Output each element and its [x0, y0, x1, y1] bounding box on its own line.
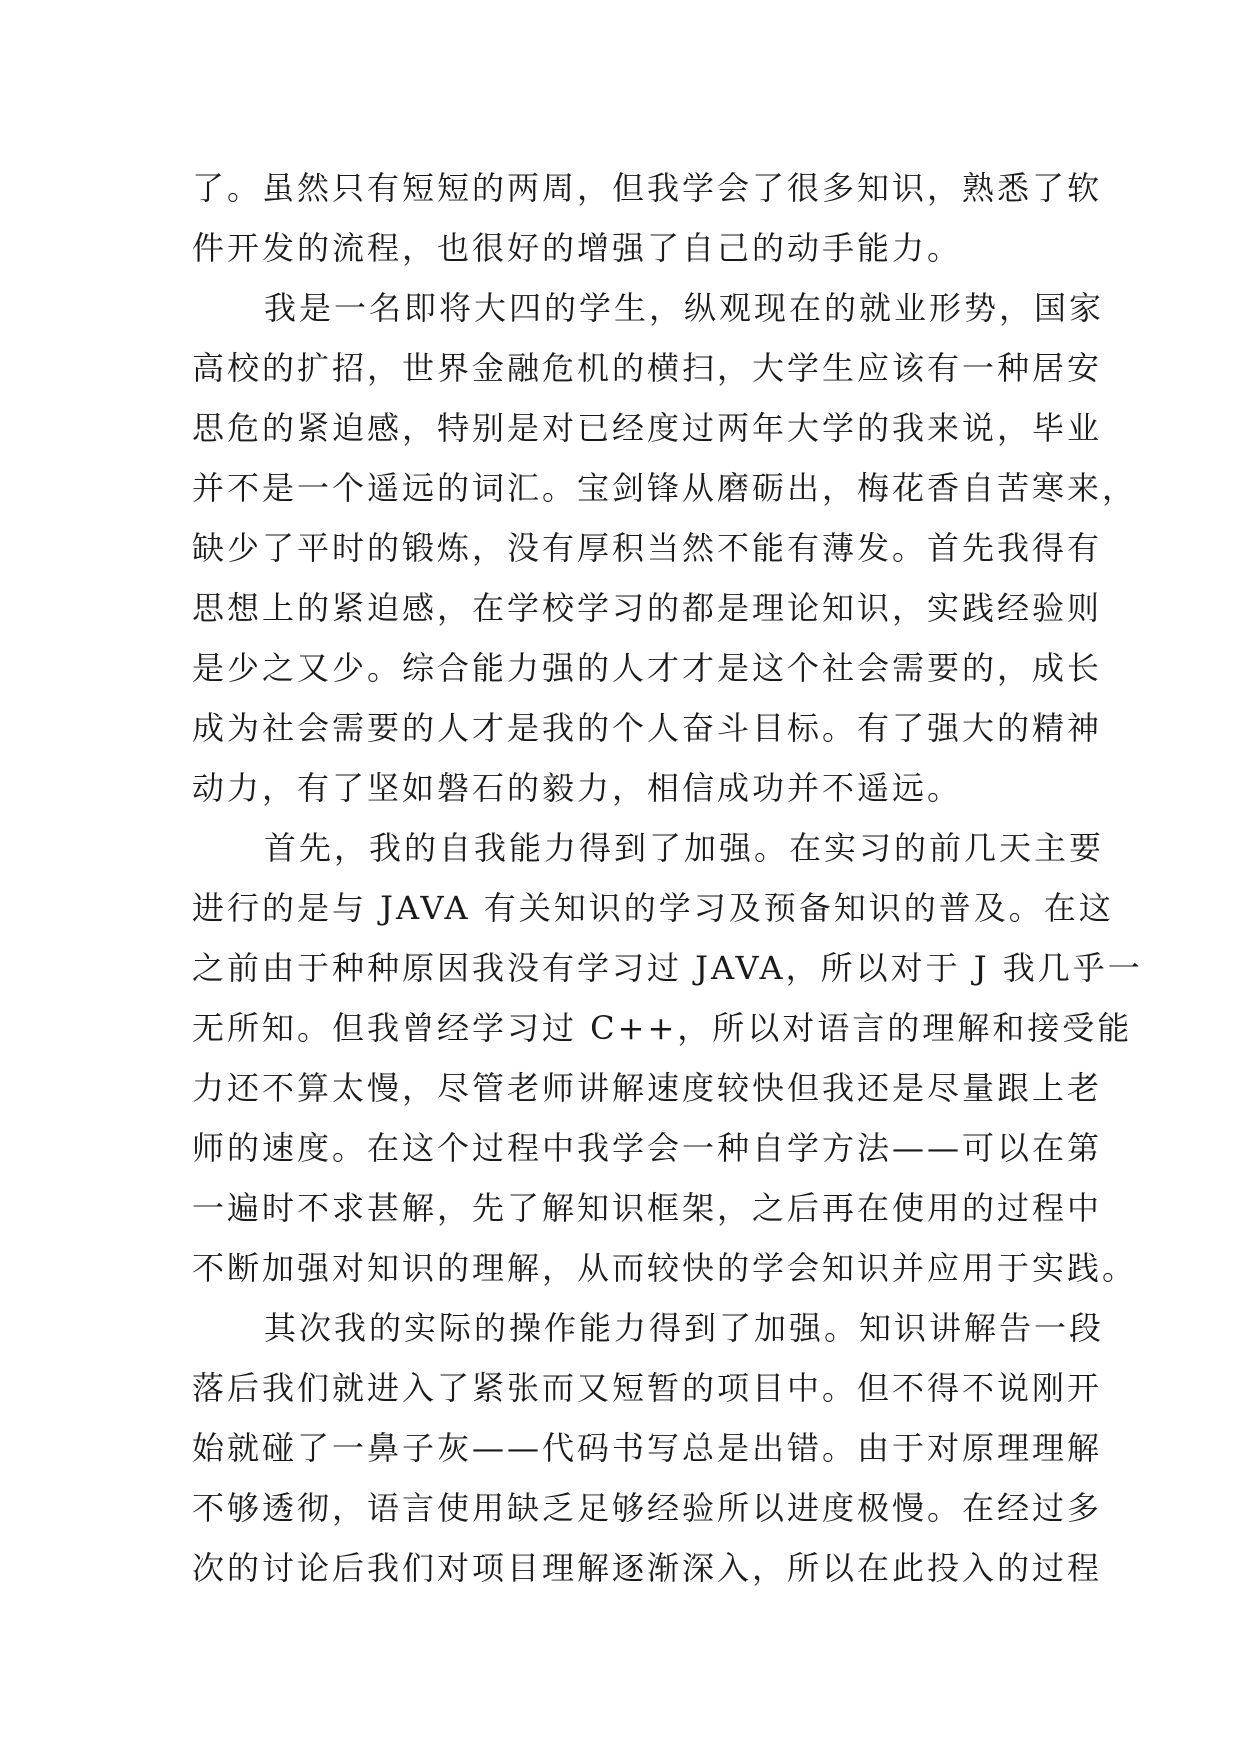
text-line: 缺少了平时的锻炼，没有厚积当然不能有薄发。首先我得有 [192, 529, 1103, 567]
paragraph [192, 818, 1143, 1298]
paragraph [192, 1298, 1105, 1598]
text-line: 进行的是与 JAVA 有关知识的学习及预备知识的普及。在这 [192, 889, 1114, 927]
paragraph [192, 278, 1138, 818]
text-line: 高校的扩招，世界金融危机的横扫，大学生应该有一种居安 [192, 349, 1103, 387]
text-line: 一遍时不求甚解，先了解知识框架，之后再在使用的过程中 [192, 1189, 1103, 1227]
text-line: 力还不算太慢，尽管老师讲解速度较快但我还是尽量跟上老 [192, 1069, 1103, 1107]
text-line: 思想上的紧迫感，在学校学习的都是理论知识，实践经验则 [192, 589, 1103, 627]
text-line: 不够透彻，语言使用缺乏足够经验所以进度极慢。在经过多 [192, 1489, 1103, 1527]
text-line: 是少之又少。综合能力强的人才才是这个社会需要的，成长 [192, 649, 1103, 687]
text-line: 不断加强对知识的理解，从而较快的学会知识并应用于实践。 [192, 1249, 1138, 1287]
text-line: 思危的紧迫感，特别是对已经度过两年大学的我来说，毕业 [192, 409, 1103, 447]
text-line: 无所知。但我曾经学习过 C++，所以对语言的理解和接受能 [192, 1009, 1133, 1047]
text-line: 并不是一个遥远的词汇。宝剑锋从磨砺出，梅花香自苦寒来， [192, 469, 1138, 507]
text-line: 落后我们就进入了紧张而又短暂的项目中。但不得不说刚开 [192, 1369, 1103, 1407]
text-line: 之前由于种种原因我没有学习过 JAVA，所以对于 J 我几乎一 [192, 949, 1143, 987]
text-line: 师的速度。在这个过程中我学会一种自学方法——可以在第 [192, 1129, 1103, 1167]
text-line: 动力，有了坚如磐石的毅力，相信成功并不遥远。 [192, 769, 963, 807]
text-line: 我是一名即将大四的学生，纵观现在的就业形势，国家 [264, 289, 1105, 327]
text-line: 其次我的实际的操作能力得到了加强。知识讲解告一段 [264, 1309, 1105, 1347]
text-line: 次的讨论后我们对项目理解逐渐深入，所以在此投入的过程 [192, 1549, 1103, 1587]
document-body [192, 158, 1143, 1598]
paragraph [192, 158, 1103, 278]
text-line: 首先，我的自我能力得到了加强。在实习的前几天主要 [264, 829, 1105, 867]
text-line: 了。虽然只有短短的两周，但我学会了很多知识，熟悉了软 [192, 169, 1103, 207]
text-line: 始就碰了一鼻子灰——代码书写总是出错。由于对原理理解 [192, 1429, 1103, 1467]
text-line: 件开发的流程，也很好的增强了自己的动手能力。 [192, 229, 963, 267]
text-line: 成为社会需要的人才是我的个人奋斗目标。有了强大的精神 [192, 709, 1103, 747]
